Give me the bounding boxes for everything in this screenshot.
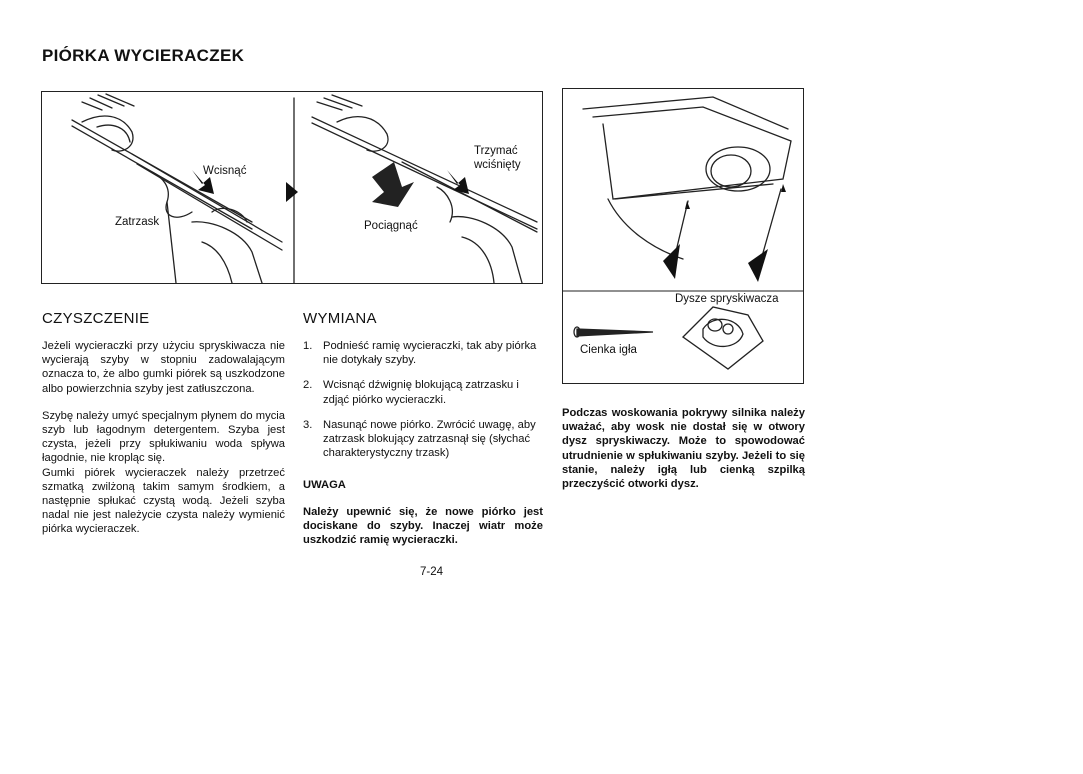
label-needle: Cienka igła — [580, 344, 637, 356]
replacement-step — [303, 339, 543, 367]
label-push: Wcisnąć — [203, 165, 247, 177]
page-title: PIÓRKA WYCIERACZEK — [42, 46, 245, 65]
label-hold: Trzymać — [474, 145, 518, 157]
cleaning-paragraph: Szybę należy umyć specjalnym płynem do mycia szyb lub łagodnym detergentem. Szyba jest czysta, jeżeli przy spłukiwaniu woda spływa łagodnie, nie kropląc się. — [42, 409, 285, 465]
replacement-step — [303, 418, 543, 461]
replacement-step — [303, 378, 543, 406]
page-number: 7-24 — [420, 566, 444, 578]
caution-heading: UWAGA — [303, 479, 346, 491]
cleaning-paragraph: Jeżeli wycieraczki przy użyciu spryskiwacza nie wycierają szyby w stopniu zadowalającym oznacza to, że albo gumki piórek są uszkodzone albo powierzchnia szyby jest zatłuszczona. — [42, 340, 285, 395]
replacement-steps — [303, 339, 543, 471]
replacement-heading: WYMIANA — [303, 310, 377, 327]
wiper-removal-figure — [41, 91, 543, 284]
caution-text: Należy upewnić się, że nowe piórko jest dociskane do szyby. Inaczej wiatr może uszkodzić ramię wycieraczki. — [303, 506, 543, 547]
waxing-note: Podczas woskowania pokrywy silnika należy uważać, aby wosk nie dostał się w otwory dysz spryskiwaczy. Może to spowodować utrudnienie w spłukiwaniu szyby. Jeżeli to się stanie, należy igłą lub cienką szpilką przeczyścić otworki dysz. — [562, 407, 805, 491]
cleaning-body — [42, 339, 285, 537]
label-latch: Zatrzask — [115, 216, 160, 228]
step-number: 2. — [303, 379, 313, 392]
step-text: Podnieść ramię wycieraczki, tak aby piórka nie dotykały szyby. — [323, 340, 537, 367]
label-hold-2: wciśnięty — [474, 159, 521, 171]
cleaning-heading: CZYSZCZENIE — [42, 310, 150, 327]
washer-nozzle-illustration — [563, 89, 803, 383]
wiper-removal-illustration — [42, 92, 542, 283]
step-text: Nasunąć nowe piórko. Zwrócić uwagę, aby zatrzask blokujący zatrzasnął się (słychać charakterystyczny trzask) — [323, 418, 536, 460]
label-pull: Pociągnąć — [364, 220, 418, 232]
step-number: 3. — [303, 418, 313, 431]
washer-nozzle-figure — [562, 88, 804, 384]
label-nozzles: Dysze spryskiwacza — [675, 293, 779, 305]
step-number: 1. — [303, 340, 313, 352]
step-text: Wcisnąć dźwignię blokującą zatrzasku i zdjąć piórko wycieraczki. — [323, 379, 519, 406]
cleaning-paragraph: Gumki piórek wycieraczek należy przetrzeć szmatką zwilżoną takim samym środkiem, a następnie spłukać czystą wodą. Jeżeli szyba nadal nie jest należycie czysta należy wymienić piórka wycieraczek. — [42, 466, 285, 536]
